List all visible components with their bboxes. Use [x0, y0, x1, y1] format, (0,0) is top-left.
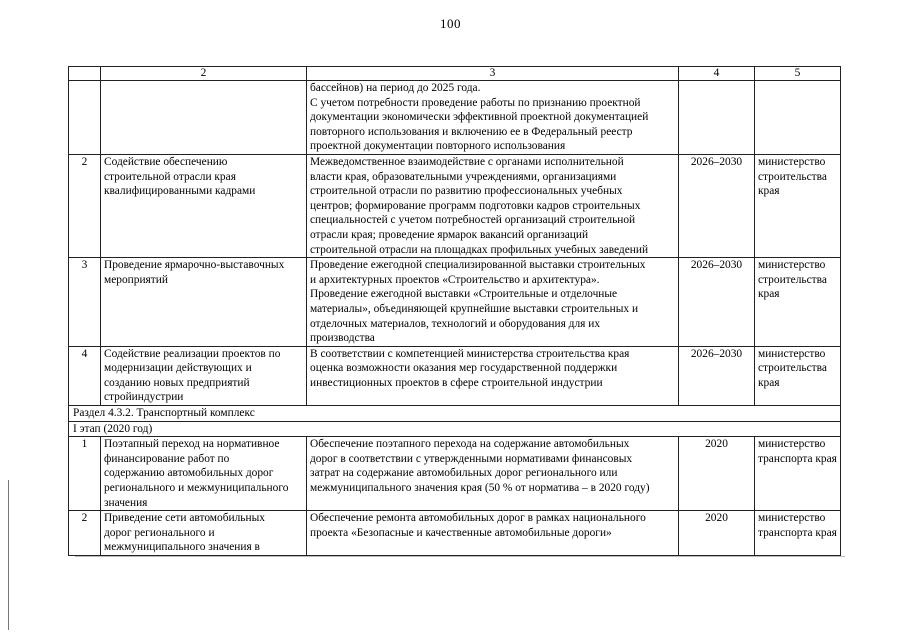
table-row [69, 154, 841, 257]
table-row [69, 511, 841, 556]
stage-heading [69, 421, 841, 437]
header-col-2: 2 [101, 67, 307, 81]
header-col-4: 4 [679, 67, 755, 81]
text-line: строительной отрасли по развитию профессиональных учебных [310, 185, 623, 198]
text-line: Обеспечение ремонта автомобильных дорог в рамках национального [310, 512, 646, 525]
table-row [69, 258, 841, 347]
cell-description [307, 346, 679, 405]
text-line: строительства [758, 362, 827, 375]
cell-description [307, 81, 679, 155]
cell-period: 2020 [679, 437, 755, 511]
cell-num: 2 [69, 154, 101, 257]
cell-responsible [755, 258, 841, 347]
text-line: межмуниципального значения края (50 % от норматива – в 2020 году) [310, 482, 650, 495]
text-line: отрасли края; проведение ярмарок вакансий организаций [310, 228, 589, 241]
text-line: значения [104, 496, 148, 509]
cell-num: 2 [69, 511, 101, 556]
text-line: строительной отрасли края [104, 170, 236, 183]
table-row-continuation [69, 81, 841, 155]
text-line: строительной отрасли на площадках профильных учебных заведений [310, 243, 649, 256]
text-line: квалифицированными кадрами [104, 185, 256, 198]
text-line: повторного использования и включению ее в Федеральный реестр [310, 125, 633, 138]
section-heading-cell: Раздел 4.3.2. Транспортный комплекс [69, 406, 841, 422]
text-line: министерство [758, 259, 826, 272]
text-line: инвестиционных проектов в сфере строительной индустрии [310, 376, 603, 389]
text-line: отделочных материалов, технологий и оборудования для их [310, 317, 601, 330]
text-line: Приведение сети автомобильных [104, 512, 265, 525]
text-line: созданию новых предприятий [104, 376, 250, 389]
text-line: стройиндустрии [104, 391, 184, 404]
cell-period: 2026–2030 [679, 154, 755, 257]
cell-num: 1 [69, 437, 101, 511]
text-line: и архитектурных проектов «Строительство и архитектура». [310, 273, 600, 286]
cell-num [69, 81, 101, 155]
text-line: оценка возможности оказания мер государственной поддержки [310, 362, 618, 375]
cell-period: 2026–2030 [679, 346, 755, 405]
text-line: министерство [758, 512, 826, 525]
cell-responsible [755, 437, 841, 511]
text-line: производства [310, 332, 375, 345]
text-line: края [758, 185, 780, 198]
text-line: Проведение ярмарочно-выставочных [104, 259, 285, 272]
text-line: министерство [758, 347, 826, 360]
text-line: края [758, 288, 780, 301]
cell-responsible [755, 511, 841, 556]
stage-heading-cell: I этап (2020 год) [69, 421, 841, 437]
text-line: специальностей с учетом потребностей организаций строительной [310, 214, 636, 227]
text-line: мероприятий [104, 273, 168, 286]
cell-title [101, 511, 307, 556]
text-line: министерство [758, 438, 826, 451]
header-col-5: 5 [755, 67, 841, 81]
text-line: проектной документации повторного использования [310, 140, 566, 153]
cell-title [101, 154, 307, 257]
cell-title [101, 346, 307, 405]
cell-period: 2020 [679, 511, 755, 556]
cell-period [679, 81, 755, 155]
text-line: Межведомственное взаимодействие с органами исполнительной [310, 155, 624, 168]
column-number-header [69, 67, 841, 81]
text-line: Проведение ежегодной специализированной выставки строительных [310, 259, 646, 272]
text-line: регионального и межмуниципального [104, 482, 289, 495]
text-line: Поэтапный переход на нормативное [104, 438, 280, 451]
scan-bottom-line [75, 556, 845, 557]
cell-title [101, 437, 307, 511]
text-line: содержанию автомобильных дорог [104, 467, 274, 480]
cell-title [101, 258, 307, 347]
text-line: финансирование работ по [104, 452, 230, 465]
page-number: 100 [440, 16, 461, 31]
program-table [68, 66, 841, 556]
text-line: дорог регионального и [104, 526, 215, 539]
cell-responsible [755, 81, 841, 155]
text-line: транспорта края [758, 526, 837, 539]
scan-margin-line [8, 480, 9, 630]
text-line: бассейнов) на период до 2025 года. [310, 82, 481, 94]
table-body [69, 81, 841, 556]
cell-description [307, 154, 679, 257]
cell-period: 2026–2030 [679, 258, 755, 347]
text-line: документации экономически эффективной проектной документацией [310, 111, 649, 124]
text-line: строительства [758, 170, 827, 183]
text-line: дорог в соответствии с утвержденными нормативами финансовых [310, 452, 633, 465]
table-row [69, 437, 841, 511]
cell-num: 3 [69, 258, 101, 347]
cell-description [307, 258, 679, 347]
text-line: Содействие обеспечению [104, 155, 228, 168]
cell-description [307, 511, 679, 556]
cell-responsible [755, 346, 841, 405]
text-line: края [758, 376, 780, 389]
section-heading [69, 406, 841, 422]
text-line: затрат на содержание автомобильных дорог регионального или [310, 467, 618, 480]
text-line: материалы», объединяющей крупнейшие выставки строительных и [310, 302, 639, 315]
text-line: министерство [758, 155, 826, 168]
text-line: С учетом потребности проведение работы по признанию проектной [310, 96, 641, 109]
text-line: межмуниципального значения в [104, 541, 260, 554]
cell-num: 4 [69, 346, 101, 405]
text-line: Содействие реализации проектов по [104, 347, 281, 360]
text-line: власти края, образовательными учреждениями, организациями [310, 170, 617, 183]
text-line: центров; формирование программ подготовки кадров строительных [310, 199, 641, 212]
text-line: Обеспечение поэтапного перехода на содержание автомобильных [310, 438, 630, 451]
text-line: транспорта края [758, 452, 837, 465]
cell-responsible [755, 154, 841, 257]
text-line: строительства [758, 273, 827, 286]
text-line: Проведение ежегодной выставки «Строительные и отделочные [310, 288, 618, 301]
cell-description [307, 437, 679, 511]
header-col-3: 3 [307, 67, 679, 81]
text-line: модернизации действующих и [104, 362, 252, 375]
text-line: В соответствии с компетенцией министерства строительства края [310, 347, 630, 360]
cell-title [101, 81, 307, 155]
header-col-1 [69, 67, 101, 81]
table-row [69, 346, 841, 405]
text-line: проекта «Безопасные и качественные автомобильные дороги» [310, 526, 612, 539]
